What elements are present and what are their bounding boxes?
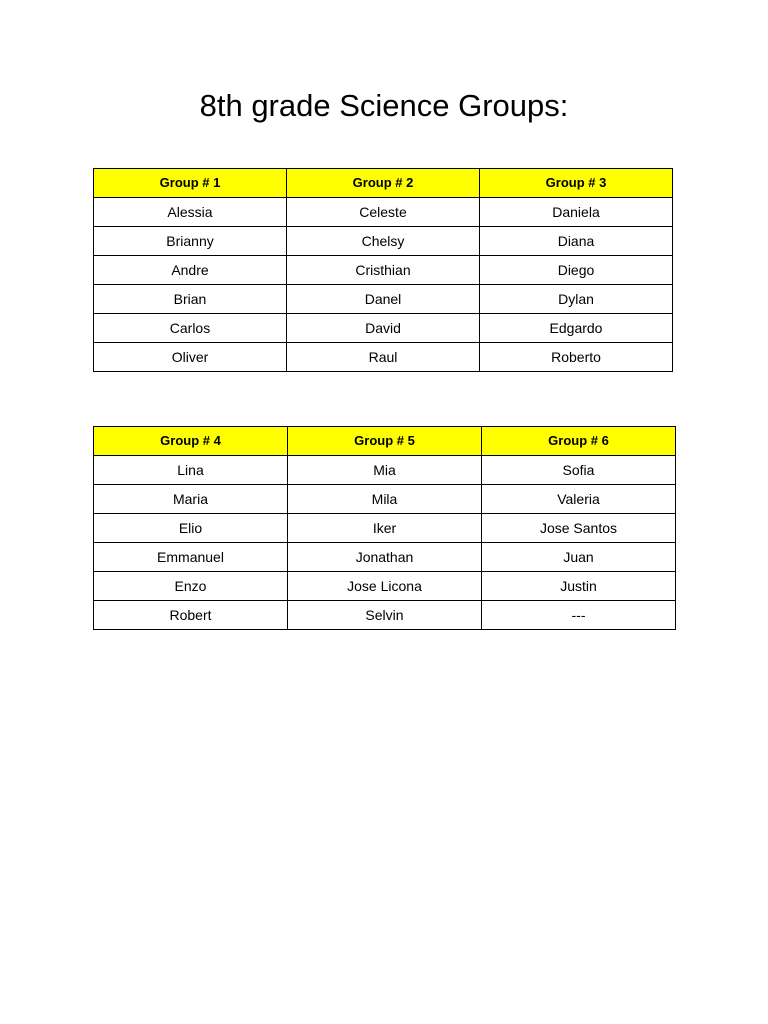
table-row (94, 543, 676, 572)
member-cell: Raul (287, 343, 480, 372)
table-row (94, 456, 676, 485)
member-cell: Alessia (94, 198, 287, 227)
member-cell: Juan (482, 543, 676, 572)
group-header: Group # 3 (480, 169, 673, 198)
member-cell: Edgardo (480, 314, 673, 343)
page-title: 8th grade Science Groups: (199, 88, 569, 123)
table-row (94, 601, 676, 630)
groups-table-2 (93, 426, 676, 630)
table-row (94, 227, 673, 256)
table-row (94, 285, 673, 314)
group-header: Group # 2 (287, 169, 480, 198)
group-header: Group # 5 (288, 427, 482, 456)
table-header-row (94, 427, 676, 456)
member-cell: Diana (480, 227, 673, 256)
member-cell: --- (482, 601, 676, 630)
member-cell: David (287, 314, 480, 343)
member-cell: Sofia (482, 456, 676, 485)
member-cell: Mila (288, 485, 482, 514)
table-header-row (94, 169, 673, 198)
member-cell: Elio (94, 514, 288, 543)
member-cell: Justin (482, 572, 676, 601)
member-cell: Jose Santos (482, 514, 676, 543)
member-cell: Iker (288, 514, 482, 543)
table-row (94, 572, 676, 601)
member-cell: Selvin (288, 601, 482, 630)
table-row (94, 514, 676, 543)
member-cell: Dylan (480, 285, 673, 314)
table-row (94, 256, 673, 285)
group-header: Group # 6 (482, 427, 676, 456)
table-row (94, 485, 676, 514)
member-cell: Lina (94, 456, 288, 485)
member-cell: Enzo (94, 572, 288, 601)
member-cell: Emmanuel (94, 543, 288, 572)
group-header: Group # 1 (94, 169, 287, 198)
member-cell: Jonathan (288, 543, 482, 572)
group-header: Group # 4 (94, 427, 288, 456)
member-cell: Carlos (94, 314, 287, 343)
member-cell: Brian (94, 285, 287, 314)
member-cell: Jose Licona (288, 572, 482, 601)
member-cell: Oliver (94, 343, 287, 372)
member-cell: Chelsy (287, 227, 480, 256)
member-cell: Roberto (480, 343, 673, 372)
table-row (94, 314, 673, 343)
member-cell: Cristhian (287, 256, 480, 285)
member-cell: Valeria (482, 485, 676, 514)
table-row (94, 343, 673, 372)
member-cell: Daniela (480, 198, 673, 227)
member-cell: Maria (94, 485, 288, 514)
member-cell: Diego (480, 256, 673, 285)
member-cell: Brianny (94, 227, 287, 256)
member-cell: Robert (94, 601, 288, 630)
member-cell: Andre (94, 256, 287, 285)
member-cell: Danel (287, 285, 480, 314)
groups-table-1 (93, 168, 673, 372)
member-cell: Celeste (287, 198, 480, 227)
table-row (94, 198, 673, 227)
member-cell: Mia (288, 456, 482, 485)
